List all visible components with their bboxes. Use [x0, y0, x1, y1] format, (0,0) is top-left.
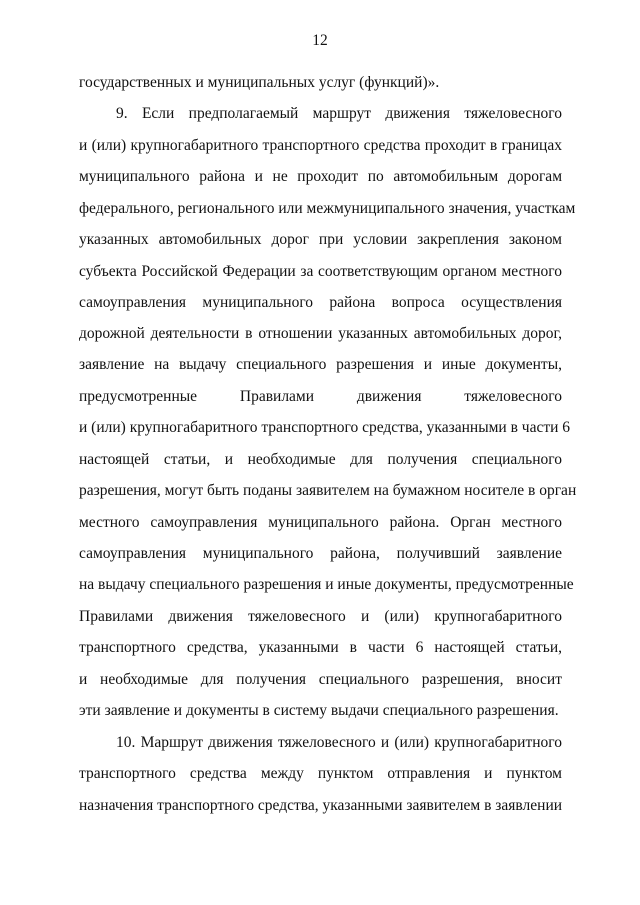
text-line: государственных и муниципальных услуг (функций)». — [79, 74, 440, 91]
text-line: самоуправления муниципального района вопроса осуществления — [79, 294, 562, 311]
text-line: местного самоуправления муниципального района. Орган местного — [79, 514, 562, 531]
text-line: на выдачу специального разрешения и иные документы, предусмотренные — [79, 576, 574, 593]
text-line: муниципального района и не проходит по автомобильным дорогам — [79, 168, 562, 185]
text-line: транспортного средства между пунктом отправления и пунктом — [79, 765, 562, 782]
text-line: Правилами движения тяжеловесного и (или) крупногабаритного — [79, 608, 562, 625]
text-line: разрешения, могут быть поданы заявителем на бумажном носителе в орган — [79, 482, 577, 499]
text-line: указанных автомобильных дорог при условии закрепления законом — [79, 231, 562, 248]
text-line: заявление на выдачу специального разрешения и иные документы, — [79, 356, 562, 373]
paragraph-10-first-line: 10. Маршрут движения тяжеловесного и (или) крупногабаритного — [116, 734, 562, 751]
text-line: предусмотренные Правилами движения тяжеловесного — [79, 388, 562, 405]
text-line: федерального, регионального или межмуниципального значения, участкам — [79, 200, 576, 217]
text-line: и необходимые для получения специального разрешения, вносит — [79, 671, 562, 688]
text-line: дорожной деятельности в отношении указанных автомобильных дорог, — [79, 325, 562, 342]
page-number: 12 — [312, 32, 328, 49]
text-line: и (или) крупногабаритного транспортного средства, указанными в части 6 — [79, 419, 571, 436]
text-line: транспортного средства, указанными в части 6 настоящей статьи, — [79, 639, 562, 656]
text-line: и (или) крупногабаритного транспортного средства проходит в границах — [79, 137, 562, 154]
text-line: назначения транспортного средства, указанными заявителем в заявлении — [79, 797, 563, 814]
paragraph-9-first-line: 9. Если предполагаемый маршрут движения тяжеловесного — [116, 105, 562, 122]
text-line: настоящей статьи, и необходимые для получения специального — [79, 451, 562, 468]
text-line: субъекта Российской Федерации за соответствующим органом местного — [79, 263, 562, 280]
text-line: эти заявление и документы в систему выдачи специального разрешения. — [79, 702, 559, 719]
text-line: самоуправления муниципального района, получивший заявление — [79, 545, 562, 562]
